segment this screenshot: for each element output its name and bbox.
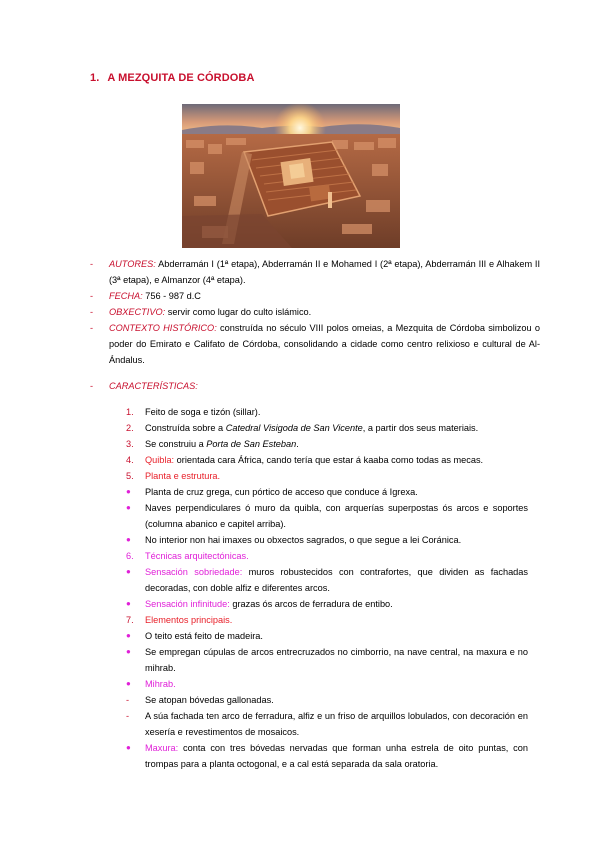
item-label: Técnicas arquitectónicas. xyxy=(145,551,249,561)
fecha-text: 756 - 987 d.C xyxy=(145,291,201,301)
bullet-dot-icon: ● xyxy=(126,567,131,576)
item-text: Naves perpendiculares ó muro da quibla, con arquerías superpostas ós arcos e soportes (columna abanico e capitel arriba). xyxy=(145,503,528,529)
list-item xyxy=(126,596,528,612)
list-item xyxy=(126,548,528,564)
item-text: O teito está feito de madeira. xyxy=(145,631,263,641)
list-item xyxy=(126,468,528,484)
item-text: orientada cara África, cando tería que estar á kaaba como todas as mecas. xyxy=(174,455,484,465)
item-text: grazas ós arcos de ferradura de entibo. xyxy=(229,599,393,609)
bullet-dot-icon: ● xyxy=(126,743,131,752)
bullet-dot-icon: ● xyxy=(126,631,131,640)
item-label: Sensación sobriedade: xyxy=(145,567,243,577)
bullet-dash: - xyxy=(90,381,94,391)
item-label: Elementos principais. xyxy=(145,615,233,625)
item-marker: 5. xyxy=(126,471,134,481)
item-text: Se empregan cúpulas de arcos entrecruzados no cimborrio, na nave central, na maxura e no mihrab. xyxy=(145,647,528,673)
item-marker: 3. xyxy=(126,439,134,449)
list-item xyxy=(126,484,528,500)
bullet-dash: - xyxy=(90,291,94,301)
item-marker: - xyxy=(126,695,130,705)
item-label: Planta e estrutura. xyxy=(145,471,221,481)
list-item xyxy=(126,708,528,740)
info-obxectivo xyxy=(90,304,540,320)
list-item xyxy=(126,452,528,468)
section-title xyxy=(90,72,255,84)
item-text: conta con tres bóvedas nervadas que forman unha estrela de oito puntas, con trompas para a planta octogonal, e a cal está separada da sala oratoria. xyxy=(145,743,528,769)
caracteristicas-row xyxy=(90,378,540,394)
item-text: Planta de cruz grega, cun pórtico de acceso que conduce á Igrexa. xyxy=(145,487,418,497)
bullet-dot-icon: ● xyxy=(126,647,131,656)
bullet-dash: - xyxy=(90,323,94,333)
item-label: Maxura: xyxy=(145,743,179,753)
item-label: Sensación infinitude: xyxy=(145,599,230,609)
item-marker: 2. xyxy=(126,423,134,433)
list-item xyxy=(126,612,528,628)
list-item xyxy=(126,740,528,772)
list-item xyxy=(126,404,528,420)
bullet-dash: - xyxy=(90,259,94,269)
caracteristicas-list xyxy=(126,404,528,772)
item-marker: 7. xyxy=(126,615,134,625)
bullet-dot-icon: ● xyxy=(126,535,131,544)
autores-label: AUTORES: xyxy=(109,259,156,269)
fecha-label: FECHA: xyxy=(109,291,143,301)
info-list xyxy=(90,256,540,368)
list-item xyxy=(126,676,528,692)
info-autores xyxy=(90,256,540,288)
item-text: muros robustecidos con contrafortes, que dividen as fachadas decoradas, con doble alfiz e diferentes arcos. xyxy=(145,567,528,593)
caracteristicas-heading xyxy=(90,378,540,394)
obxectivo-label: OBXECTIVO: xyxy=(109,307,166,317)
item-label: Quibla: xyxy=(145,455,175,465)
info-contexto xyxy=(90,320,540,368)
list-item xyxy=(126,436,528,452)
section-number: 1. xyxy=(90,72,100,84)
list-item xyxy=(126,628,528,644)
item-text: Se construiu a xyxy=(145,439,207,449)
info-fecha xyxy=(90,288,540,304)
item-emphasis: Porta de San Esteban xyxy=(206,439,297,449)
list-item xyxy=(126,420,528,436)
item-marker: 1. xyxy=(126,407,134,417)
list-item xyxy=(126,644,528,676)
item-text: No interior non hai imaxes ou obxectos sagrados, o que segue a lei Coránica. xyxy=(145,535,462,545)
list-item xyxy=(126,532,528,548)
item-text: Se atopan bóvedas gallonadas. xyxy=(145,695,274,705)
item-emphasis: Catedral Visigoda de San Vicente xyxy=(225,423,363,433)
item-marker: 6. xyxy=(126,551,134,561)
bullet-dot-icon: ● xyxy=(126,487,131,496)
bullet-dot-icon: ● xyxy=(126,599,131,608)
item-label: Mihrab. xyxy=(145,679,176,689)
mezquita-photo xyxy=(182,104,400,248)
autores-text: Abderramán I (1ª etapa), Abderramán II e Mohamed I (2ª etapa), Abderramán III e Alhakem II (3ª etapa), e Almanzor (4ª etapa). xyxy=(109,259,540,285)
item-text: , a partir dos seus materiais. xyxy=(362,423,479,433)
contexto-label: CONTEXTO HISTÓRICO: xyxy=(109,323,217,333)
item-text: Construída sobre a xyxy=(145,423,226,433)
item-marker: - xyxy=(126,711,130,721)
item-text: . xyxy=(296,439,299,449)
list-item xyxy=(126,692,528,708)
item-marker: 4. xyxy=(126,455,134,465)
bullet-dash: - xyxy=(90,307,94,317)
obxectivo-text: servir como lugar do culto islámico. xyxy=(167,307,312,317)
bullet-dot-icon: ● xyxy=(126,679,131,688)
item-text: A súa fachada ten arco de ferradura, alfiz e un friso de arquillos lobulados, con decoración en xesería e revestimentos de mosaicos. xyxy=(145,711,528,737)
caracteristicas-label: CARACTERÍSTICAS: xyxy=(109,381,198,391)
bullet-dot-icon: ● xyxy=(126,503,131,512)
list-item xyxy=(126,564,528,596)
contexto-text: construída no século VIII polos omeias, a Mezquita de Córdoba simbolizou o poder do Emirato e Califato de Córdoba, consolidando a cidade como centro relixioso e cultural de Al-Ándalus. xyxy=(109,323,540,365)
item-text: Feito de soga e tizón (sillar). xyxy=(145,407,261,417)
list-item xyxy=(126,500,528,532)
section-title-text: A MEZQUITA DE CÓRDOBA xyxy=(107,72,255,84)
